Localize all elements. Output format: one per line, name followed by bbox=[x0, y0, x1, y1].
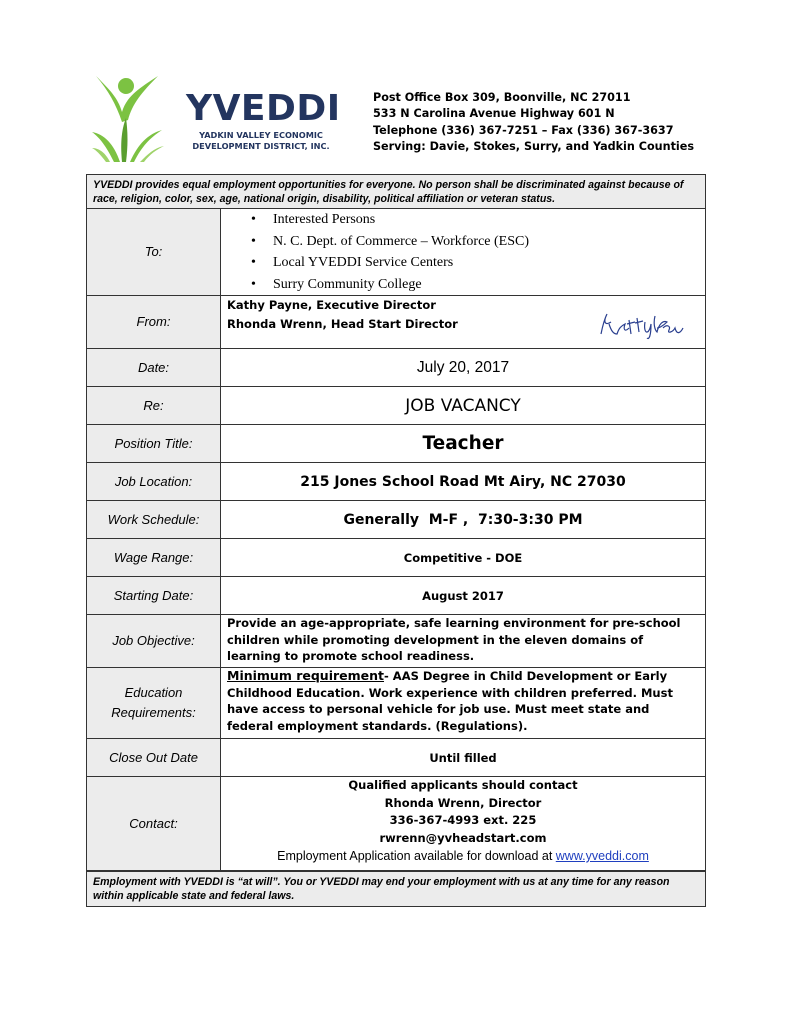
re-value: JOB VACANCY bbox=[405, 395, 521, 416]
objective-row bbox=[87, 615, 705, 668]
contact-row bbox=[87, 777, 705, 871]
education-lead: Minimum requirement bbox=[227, 668, 385, 683]
contact-line: Qualified applicants should contact bbox=[348, 778, 578, 792]
application-line bbox=[277, 847, 649, 865]
job-vacancy-table bbox=[86, 174, 706, 907]
brand-subtitle: YADKIN VALLEY ECONOMIC DEVELOPMENT DISTRICT, INC. bbox=[192, 130, 330, 151]
starting-value: August 2017 bbox=[422, 588, 504, 603]
brand-name: YVEDDI bbox=[186, 88, 341, 129]
website-link[interactable]: www.yveddi.com bbox=[555, 849, 649, 863]
education-value bbox=[221, 668, 705, 738]
education-text: - AAS Degree in Child Development or Early Childhood Education. Work experience with children preferred. Must have access to personal vehicle for job use. Must meet state and federal employment standards. (Regulations). bbox=[227, 669, 673, 733]
equal-opportunity-notice: YVEDDI provides equal employment opportunities for everyone. No person shall be discriminated against because of race, religion, color, sex, age, national origin, disability, political affiliation or veteran status. bbox=[87, 175, 705, 209]
address-line: 533 N Carolina Avenue Highway 601 N bbox=[373, 107, 615, 121]
to-value bbox=[221, 209, 705, 295]
wage-value: Competitive - DOE bbox=[403, 550, 523, 565]
recipient-item: • N. C. Dept. of Commerce – Workforce (ESC) bbox=[273, 231, 529, 253]
from-line: Kathy Payne, Executive Director bbox=[227, 298, 436, 312]
address-block bbox=[373, 90, 694, 155]
address-line: Serving: Davie, Stokes, Surry, and Yadkin Counties bbox=[373, 139, 695, 153]
starting-row bbox=[87, 577, 705, 615]
to-row bbox=[87, 209, 705, 296]
objective-value: Provide an age-appropriate, safe learning environment for pre-school children while promoting development in the eleven domains of learning to promote school readiness. bbox=[227, 616, 681, 663]
position-value: Teacher bbox=[422, 433, 504, 454]
schedule-label: Work Schedule: bbox=[87, 501, 221, 538]
re-label: Re: bbox=[87, 387, 221, 424]
date-value: July 20, 2017 bbox=[416, 358, 510, 376]
education-label-line: Requirements: bbox=[111, 705, 196, 720]
wage-label: Wage Range: bbox=[87, 539, 221, 576]
date-label: Date: bbox=[87, 349, 221, 386]
address-line: Post Office Box 309, Boonville, NC 27011 bbox=[373, 91, 631, 104]
contact-label: Contact: bbox=[87, 777, 221, 870]
closeout-row bbox=[87, 739, 705, 777]
address-line: Telephone (336) 367-7251 – Fax (336) 367-3637 bbox=[373, 123, 674, 137]
contact-email: rwrenn@yvheadstart.com bbox=[379, 830, 547, 845]
to-label: To: bbox=[87, 209, 221, 295]
application-text: Employment Application available for download at bbox=[277, 849, 556, 863]
education-label-line: Education bbox=[124, 685, 183, 700]
recipient-list bbox=[221, 209, 529, 295]
location-row bbox=[87, 463, 705, 501]
position-row bbox=[87, 425, 705, 463]
schedule-row bbox=[87, 501, 705, 539]
from-line: Rhonda Wrenn, Head Start Director bbox=[227, 317, 458, 331]
recipient-item: • Local YVEDDI Service Centers bbox=[273, 252, 529, 274]
wage-row bbox=[87, 539, 705, 577]
re-row bbox=[87, 387, 705, 425]
signature-icon bbox=[597, 310, 687, 340]
contact-value bbox=[221, 777, 705, 870]
from-value bbox=[221, 296, 705, 348]
contact-line: Rhonda Wrenn, Director bbox=[384, 795, 542, 810]
at-will-notice: Employment with YVEDDI is “at will”. You or YVEDDI may end your employment with us at any time for any reason within applicable state and federal laws. bbox=[87, 871, 705, 906]
location-label: Job Location: bbox=[87, 463, 221, 500]
recipient-item: • Surry Community College bbox=[273, 274, 529, 296]
position-label: Position Title: bbox=[87, 425, 221, 462]
date-row bbox=[87, 349, 705, 387]
starting-label: Starting Date: bbox=[87, 577, 221, 614]
closeout-value: Until filled bbox=[429, 750, 497, 765]
schedule-value: Generally M-F , 7:30-3:30 PM bbox=[343, 511, 583, 528]
from-label: From: bbox=[87, 296, 221, 348]
from-row bbox=[87, 296, 705, 349]
education-row bbox=[87, 668, 705, 739]
education-label bbox=[87, 668, 221, 738]
recipient-item: • Interested Persons bbox=[273, 209, 529, 231]
location-value: 215 Jones School Road Mt Airy, NC 27030 bbox=[300, 473, 626, 490]
closeout-label: Close Out Date bbox=[87, 739, 221, 776]
objective-label: Job Objective: bbox=[87, 615, 221, 667]
contact-line: 336-367-4993 ext. 225 bbox=[389, 813, 537, 827]
